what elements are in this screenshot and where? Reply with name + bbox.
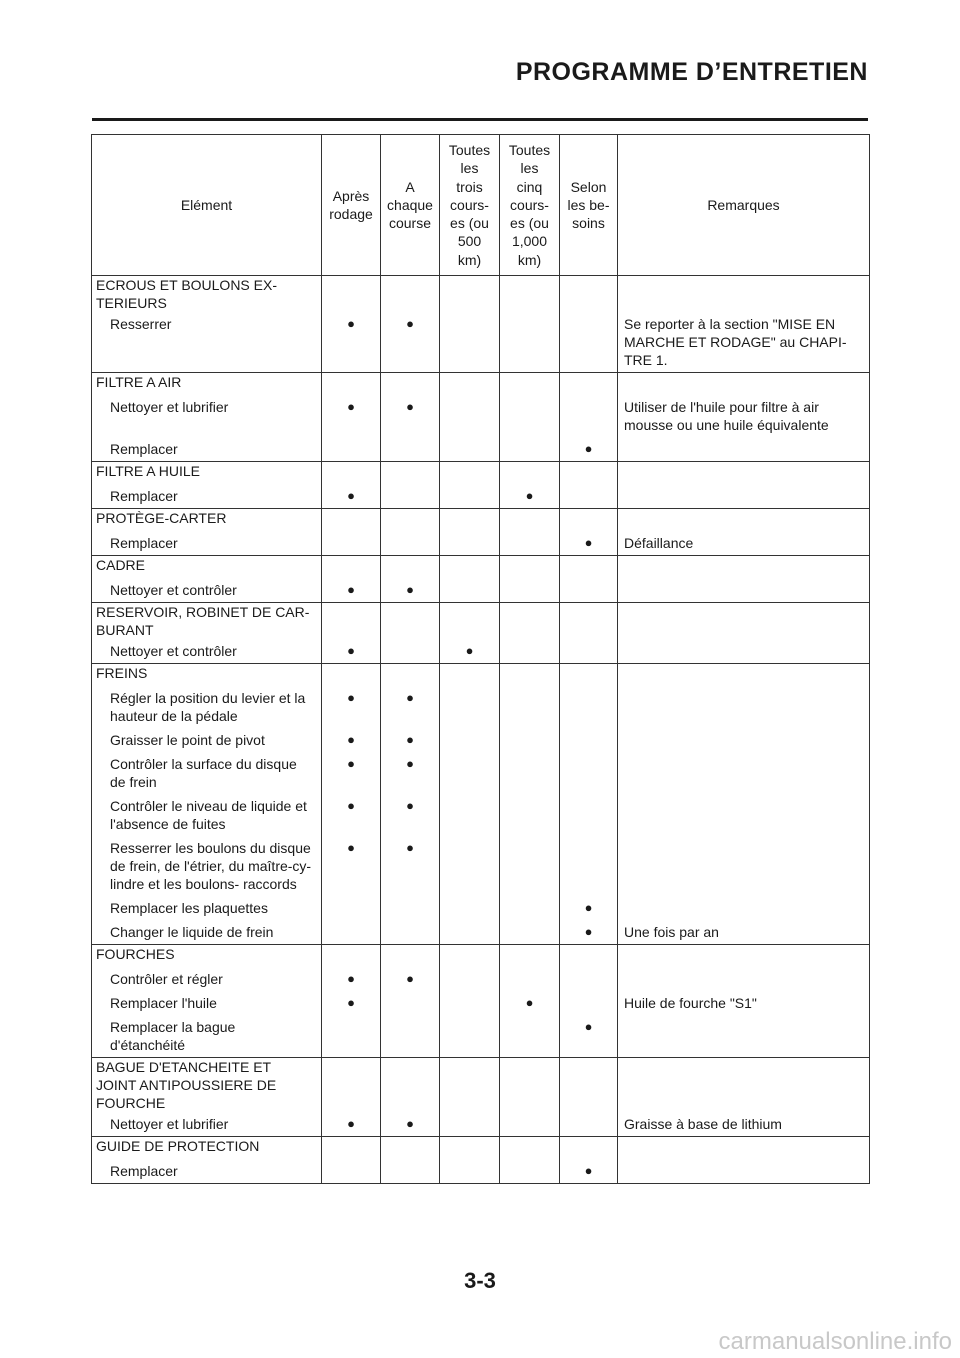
- interval-mark: ●: [322, 728, 381, 752]
- empty-cell: [560, 991, 618, 1015]
- item-label: Nettoyer et lubrifier: [92, 1112, 322, 1137]
- empty-cell: [500, 556, 560, 579]
- empty-cell: [560, 794, 618, 836]
- empty-cell: [500, 896, 560, 920]
- table-row: [92, 1015, 870, 1058]
- empty-cell: [440, 945, 500, 968]
- empty-cell: [618, 509, 870, 532]
- interval-mark: ●: [322, 752, 381, 794]
- remark-cell: Défaillance: [618, 531, 870, 556]
- empty-cell: [500, 836, 560, 896]
- item-label: Nettoyer et lubrifier: [92, 395, 322, 437]
- empty-cell: [381, 276, 440, 313]
- remark-cell: Graisse à base de lithium: [618, 1112, 870, 1137]
- empty-cell: [440, 462, 500, 485]
- remark-cell: [618, 896, 870, 920]
- empty-cell: [500, 1112, 560, 1137]
- remark-cell: [618, 1015, 870, 1058]
- empty-cell: [500, 686, 560, 728]
- empty-cell: [322, 276, 381, 313]
- empty-cell: [618, 1058, 870, 1113]
- page-title: PROGRAMME D’ENTRETIEN: [515, 58, 868, 86]
- group-name: CADRE: [92, 556, 322, 579]
- table-row: [92, 312, 870, 373]
- empty-cell: [560, 1112, 618, 1137]
- interval-mark: ●: [381, 967, 440, 991]
- group-name: BAGUE D'ETANCHEITE ET JOINT ANTIPOUSSIERE DE FOURCHE: [92, 1058, 322, 1113]
- interval-mark: ●: [381, 1112, 440, 1137]
- empty-cell: [381, 945, 440, 968]
- empty-cell: [381, 484, 440, 509]
- group-header-row: [92, 603, 870, 640]
- empty-cell: [560, 484, 618, 509]
- empty-cell: [500, 967, 560, 991]
- table-header-row: [92, 135, 870, 276]
- empty-cell: [322, 920, 381, 945]
- group-name: RESERVOIR, ROBINET DE CAR- BURANT: [92, 603, 322, 640]
- remark-cell: [618, 836, 870, 896]
- item-label: Remplacer l'huile: [92, 991, 322, 1015]
- interval-mark: ●: [322, 1112, 381, 1137]
- interval-mark: ●: [322, 794, 381, 836]
- empty-cell: [440, 1159, 500, 1184]
- item-label: Régler la position du levier et la hauteur de la pédale: [92, 686, 322, 728]
- interval-mark: ●: [381, 836, 440, 896]
- title-rule: [92, 118, 868, 121]
- empty-cell: [440, 794, 500, 836]
- remark-cell: Huile de fourche "S1": [618, 991, 870, 1015]
- empty-cell: [322, 896, 381, 920]
- group-header-row: [92, 1058, 870, 1113]
- col-header-element: Elément: [92, 135, 322, 276]
- empty-cell: [500, 373, 560, 396]
- interval-mark: ●: [560, 1159, 618, 1184]
- interval-mark: ●: [381, 578, 440, 603]
- item-label: Contrôler le niveau de liquide et l'absence de fuites: [92, 794, 322, 836]
- empty-cell: [560, 395, 618, 437]
- empty-cell: [618, 373, 870, 396]
- empty-cell: [560, 556, 618, 579]
- page-number: 3-3: [464, 1268, 496, 1293]
- empty-cell: [381, 991, 440, 1015]
- empty-cell: [322, 1015, 381, 1058]
- empty-cell: [381, 1015, 440, 1058]
- empty-cell: [381, 531, 440, 556]
- empty-cell: [322, 664, 381, 687]
- empty-cell: [322, 437, 381, 462]
- empty-cell: [381, 373, 440, 396]
- interval-mark: ●: [560, 920, 618, 945]
- item-label: Nettoyer et contrôler: [92, 639, 322, 664]
- empty-cell: [500, 531, 560, 556]
- empty-cell: [560, 686, 618, 728]
- interval-mark: ●: [381, 395, 440, 437]
- empty-cell: [440, 603, 500, 640]
- empty-cell: [500, 1058, 560, 1113]
- empty-cell: [618, 1137, 870, 1160]
- empty-cell: [560, 728, 618, 752]
- group-name: FILTRE A AIR: [92, 373, 322, 396]
- empty-cell: [322, 509, 381, 532]
- group-name: FOURCHES: [92, 945, 322, 968]
- interval-mark: ●: [440, 639, 500, 664]
- empty-cell: [500, 639, 560, 664]
- empty-cell: [560, 312, 618, 373]
- empty-cell: [560, 836, 618, 896]
- empty-cell: [322, 945, 381, 968]
- item-label: Graisser le point de pivot: [92, 728, 322, 752]
- group-name: GUIDE DE PROTECTION: [92, 1137, 322, 1160]
- empty-cell: [440, 1058, 500, 1113]
- empty-cell: [440, 967, 500, 991]
- group-header-row: [92, 509, 870, 532]
- empty-cell: [560, 664, 618, 687]
- col-header-cinq-courses: Toutes les cinq cours- es (ou 1,000 km): [500, 135, 560, 276]
- empty-cell: [500, 312, 560, 373]
- empty-cell: [440, 509, 500, 532]
- empty-cell: [440, 686, 500, 728]
- remark-cell: [618, 752, 870, 794]
- empty-cell: [618, 664, 870, 687]
- group-name: FILTRE A HUILE: [92, 462, 322, 485]
- empty-cell: [618, 462, 870, 485]
- interval-mark: ●: [381, 728, 440, 752]
- interval-mark: ●: [322, 639, 381, 664]
- item-label: Remplacer la bague d'étanchéité: [92, 1015, 322, 1058]
- empty-cell: [618, 276, 870, 313]
- item-label: Resserrer: [92, 312, 322, 373]
- table-body: [92, 276, 870, 1184]
- empty-cell: [440, 920, 500, 945]
- item-label: Remplacer: [92, 437, 322, 462]
- empty-cell: [560, 1058, 618, 1113]
- interval-mark: ●: [381, 312, 440, 373]
- empty-cell: [500, 395, 560, 437]
- empty-cell: [560, 967, 618, 991]
- table-row: [92, 578, 870, 603]
- empty-cell: [440, 312, 500, 373]
- empty-cell: [560, 603, 618, 640]
- group-name: PROTÈGE-CARTER: [92, 509, 322, 532]
- item-label: Remplacer: [92, 531, 322, 556]
- group-header-row: [92, 945, 870, 968]
- empty-cell: [381, 437, 440, 462]
- group-header-row: [92, 664, 870, 687]
- interval-mark: ●: [381, 686, 440, 728]
- empty-cell: [500, 794, 560, 836]
- empty-cell: [500, 1159, 560, 1184]
- group-header-row: [92, 556, 870, 579]
- maintenance-schedule-table: [91, 134, 870, 1184]
- item-label: Resserrer les boulons du disque de frein, de l'étrier, du maître-cy- lindre et les boulons- raccords: [92, 836, 322, 896]
- interval-mark: ●: [500, 484, 560, 509]
- table-row: [92, 437, 870, 462]
- col-header-chaque-course: A chaque course: [381, 135, 440, 276]
- table-row: [92, 728, 870, 752]
- empty-cell: [322, 1159, 381, 1184]
- interval-mark: ●: [322, 484, 381, 509]
- empty-cell: [618, 556, 870, 579]
- interval-mark: ●: [322, 836, 381, 896]
- remark-cell: [618, 484, 870, 509]
- empty-cell: [381, 509, 440, 532]
- interval-mark: ●: [500, 991, 560, 1015]
- empty-cell: [322, 556, 381, 579]
- remark-cell: [618, 1159, 870, 1184]
- empty-cell: [322, 462, 381, 485]
- empty-cell: [440, 752, 500, 794]
- empty-cell: [500, 578, 560, 603]
- empty-cell: [440, 484, 500, 509]
- group-header-row: [92, 1137, 870, 1160]
- empty-cell: [440, 728, 500, 752]
- group-header-row: [92, 462, 870, 485]
- interval-mark: ●: [322, 578, 381, 603]
- empty-cell: [618, 945, 870, 968]
- empty-cell: [440, 896, 500, 920]
- interval-mark: ●: [381, 794, 440, 836]
- item-label: Remplacer: [92, 484, 322, 509]
- table-row: [92, 686, 870, 728]
- empty-cell: [500, 664, 560, 687]
- interval-mark: ●: [560, 896, 618, 920]
- empty-cell: [560, 373, 618, 396]
- empty-cell: [500, 920, 560, 945]
- interval-mark: ●: [560, 1015, 618, 1058]
- empty-cell: [381, 1058, 440, 1113]
- remark-cell: Se reporter à la section "MISE EN MARCHE ET RODAGE" au CHAPI- TRE 1.: [618, 312, 870, 373]
- col-header-apres-rodage: Après rodage: [322, 135, 381, 276]
- empty-cell: [500, 509, 560, 532]
- remark-cell: [618, 794, 870, 836]
- table-row: [92, 752, 870, 794]
- table-row: [92, 896, 870, 920]
- empty-cell: [500, 752, 560, 794]
- empty-cell: [440, 1015, 500, 1058]
- empty-cell: [440, 395, 500, 437]
- empty-cell: [500, 437, 560, 462]
- table-row: [92, 639, 870, 664]
- watermark: carmanualsonline.info: [718, 1328, 952, 1355]
- table-row: [92, 991, 870, 1015]
- item-label: Contrôler et régler: [92, 967, 322, 991]
- remark-cell: [618, 578, 870, 603]
- empty-cell: [381, 920, 440, 945]
- empty-cell: [440, 373, 500, 396]
- empty-cell: [560, 945, 618, 968]
- table-row: [92, 1159, 870, 1184]
- empty-cell: [440, 556, 500, 579]
- empty-cell: [440, 664, 500, 687]
- table-row: [92, 531, 870, 556]
- empty-cell: [381, 639, 440, 664]
- empty-cell: [500, 462, 560, 485]
- empty-cell: [381, 462, 440, 485]
- interval-mark: ●: [322, 991, 381, 1015]
- empty-cell: [440, 1112, 500, 1137]
- interval-mark: ●: [322, 967, 381, 991]
- empty-cell: [440, 991, 500, 1015]
- group-header-row: [92, 276, 870, 313]
- empty-cell: [500, 1015, 560, 1058]
- empty-cell: [618, 603, 870, 640]
- interval-mark: ●: [322, 312, 381, 373]
- empty-cell: [560, 276, 618, 313]
- item-label: Contrôler la surface du disque de frein: [92, 752, 322, 794]
- empty-cell: [322, 603, 381, 640]
- table-row: [92, 395, 870, 437]
- table-row: [92, 836, 870, 896]
- empty-cell: [322, 373, 381, 396]
- interval-mark: ●: [322, 686, 381, 728]
- empty-cell: [381, 1159, 440, 1184]
- remark-cell: Utiliser de l'huile pour filtre à air mousse ou une huile équivalente: [618, 395, 870, 437]
- empty-cell: [560, 752, 618, 794]
- empty-cell: [560, 639, 618, 664]
- empty-cell: [322, 1058, 381, 1113]
- empty-cell: [440, 836, 500, 896]
- empty-cell: [560, 462, 618, 485]
- empty-cell: [440, 1137, 500, 1160]
- empty-cell: [322, 531, 381, 556]
- remark-cell: [618, 686, 870, 728]
- group-header-row: [92, 373, 870, 396]
- table-row: [92, 484, 870, 509]
- item-label: Remplacer: [92, 1159, 322, 1184]
- empty-cell: [440, 578, 500, 603]
- table-row: [92, 967, 870, 991]
- empty-cell: [560, 1137, 618, 1160]
- col-header-remarques: Remarques: [618, 135, 870, 276]
- empty-cell: [500, 1137, 560, 1160]
- remark-cell: [618, 728, 870, 752]
- interval-mark: ●: [322, 395, 381, 437]
- item-label: Changer le liquide de frein: [92, 920, 322, 945]
- empty-cell: [381, 1137, 440, 1160]
- empty-cell: [500, 276, 560, 313]
- empty-cell: [440, 437, 500, 462]
- empty-cell: [500, 728, 560, 752]
- group-name: ECROUS ET BOULONS EX- TERIEURS: [92, 276, 322, 313]
- empty-cell: [500, 603, 560, 640]
- empty-cell: [381, 664, 440, 687]
- interval-mark: ●: [381, 752, 440, 794]
- table-row: [92, 1112, 870, 1137]
- interval-mark: ●: [560, 531, 618, 556]
- empty-cell: [381, 556, 440, 579]
- empty-cell: [381, 603, 440, 640]
- interval-mark: ●: [560, 437, 618, 462]
- remark-cell: [618, 639, 870, 664]
- table-row: [92, 794, 870, 836]
- empty-cell: [560, 509, 618, 532]
- empty-cell: [560, 578, 618, 603]
- empty-cell: [500, 945, 560, 968]
- remark-cell: [618, 967, 870, 991]
- col-header-selon-besoins: Selon les be- soins: [560, 135, 618, 276]
- table-row: [92, 920, 870, 945]
- group-name: FREINS: [92, 664, 322, 687]
- remark-cell: [618, 437, 870, 462]
- empty-cell: [322, 1137, 381, 1160]
- item-label: Remplacer les plaquettes: [92, 896, 322, 920]
- item-label: Nettoyer et contrôler: [92, 578, 322, 603]
- empty-cell: [381, 896, 440, 920]
- empty-cell: [440, 276, 500, 313]
- empty-cell: [440, 531, 500, 556]
- col-header-trois-courses: Toutes les trois cours- es (ou 500 km): [440, 135, 500, 276]
- remark-cell: Une fois par an: [618, 920, 870, 945]
